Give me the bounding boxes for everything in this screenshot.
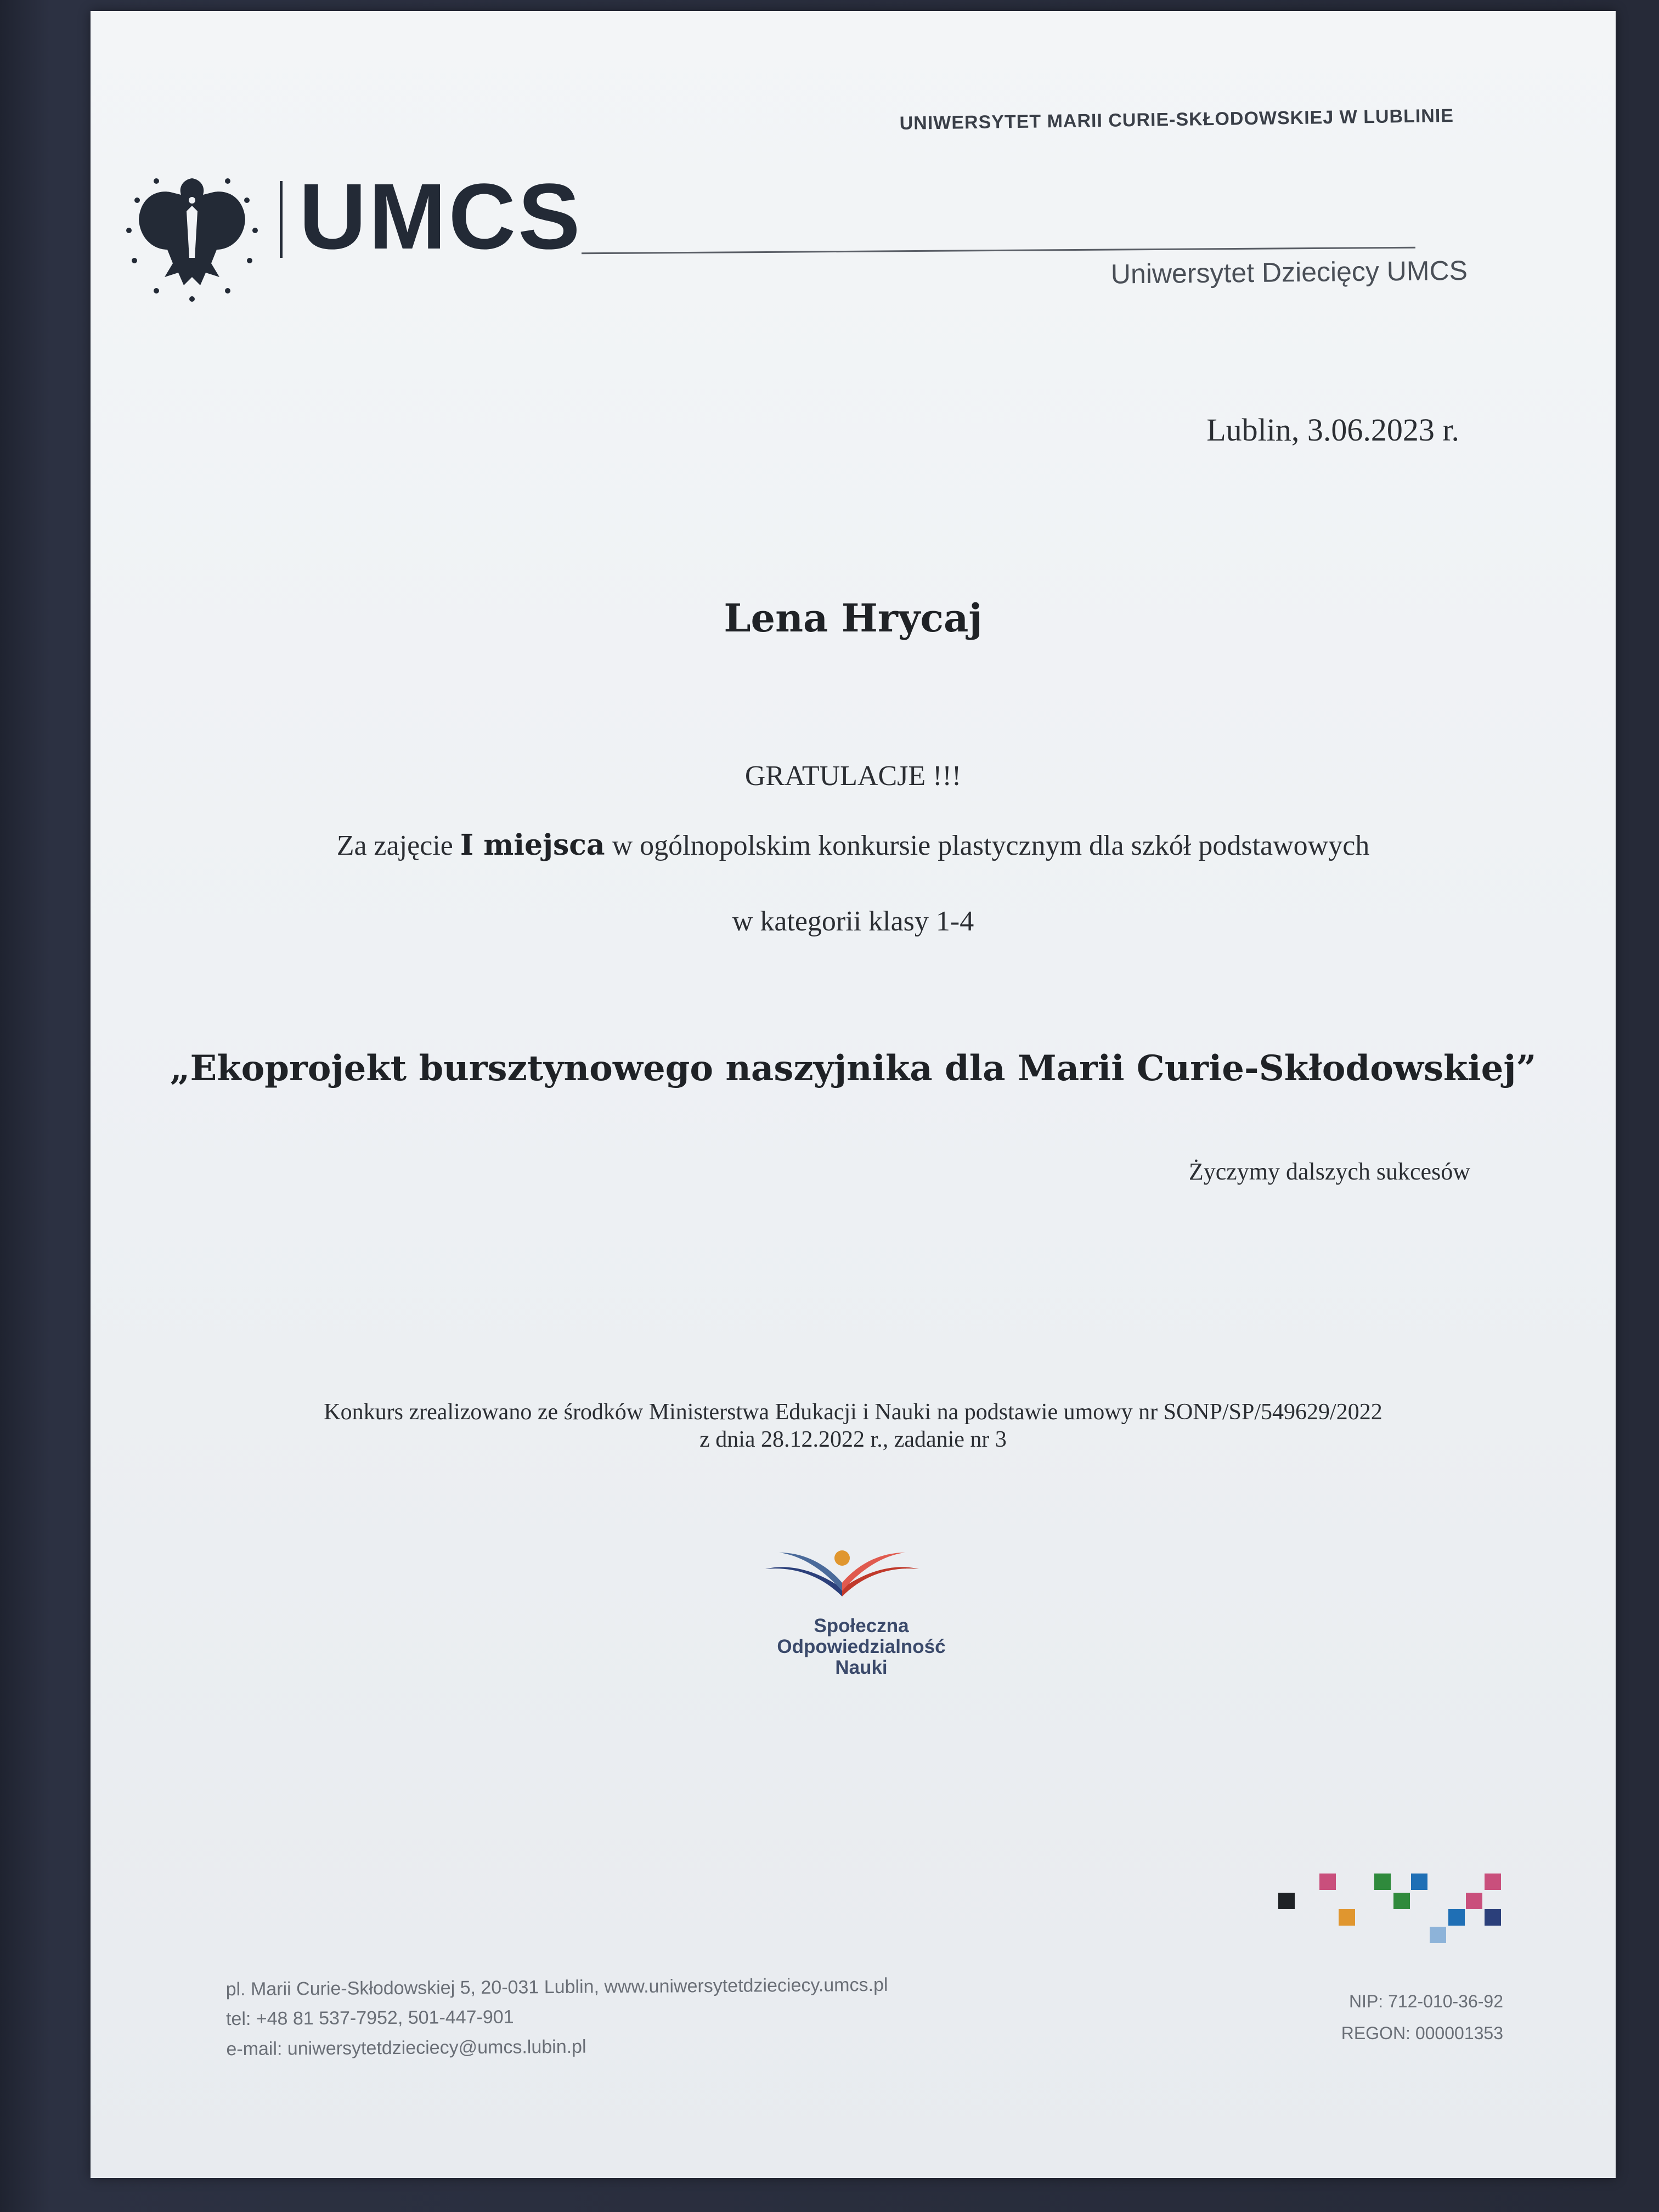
award-line-end: w ogólnopolskim konkursie plastycznym dla szkół podstawowych (605, 830, 1370, 861)
program-logo-text (730, 1616, 993, 1678)
footer-nip: NIP: 712-010-36-92 (1348, 1991, 1503, 2011)
award-place: I miejsca (460, 828, 605, 862)
umcs-logo-text: UMCS (299, 165, 583, 269)
congratulations-heading: GRATULACJE !!! (744, 760, 962, 792)
award-line (91, 828, 1616, 862)
university-full-name: UNIWERSYTET MARII CURIE-SKŁODOWSKIEJ W LUBLINIE (899, 105, 1454, 134)
program-logo-line-2: Odpowiedzialność (777, 1635, 946, 1657)
open-book-icon (760, 1536, 924, 1607)
recipient-name: Lena Hrycaj (724, 595, 983, 641)
pixel-pattern-logo (1273, 1865, 1509, 1953)
funding-line-2: z dnia 28.12.2022 r., zadanie nr 3 (699, 1426, 1007, 1452)
award-category: w kategorii klasy 1-4 (732, 906, 974, 937)
footer-regon: REGON: 000001353 (1341, 2023, 1503, 2043)
document-date: Lublin, 3.06.2023 r. (1206, 412, 1459, 448)
closing-wish: Życzymy dalszych sukcesów (1188, 1158, 1470, 1185)
logo-separator (280, 181, 283, 258)
eagle-emblem-icon (118, 167, 266, 304)
certificate-page (91, 11, 1616, 2178)
funding-note (91, 1399, 1616, 1453)
program-logo-line-3: Nauki (835, 1656, 888, 1678)
program-logo-line-1: Społeczna (814, 1615, 909, 1637)
footer-registry (1267, 1986, 1503, 2049)
footer-contact (225, 1970, 888, 2064)
funding-line-1: Konkurs zrealizowano ze środków Ministerstwa Edukacji i Nauki na podstawie umowy nr SONP/SP/549629/2022 (324, 1400, 1383, 1425)
header-subtitle: Uniwersytet Dziecięcy UMCS (1110, 255, 1468, 290)
footer-address: pl. Marii Curie-Skłodowskiej 5, 20-031 Lublin, www.uniwersytetdzieciecy.umcs.pl (225, 1974, 888, 2000)
award-line-start: Za zajęcie (336, 830, 460, 861)
footer-phone: tel: +48 81 537-7952, 501-447-901 (225, 2006, 514, 2030)
footer-email: e-mail: uniwersytetdzieciecy@umcs.lubin.pl (226, 2036, 586, 2059)
contest-title: „Ekoprojekt bursztynowego naszyjnika dla Marii Curie-Skłodowskiej” (170, 1048, 1537, 1089)
